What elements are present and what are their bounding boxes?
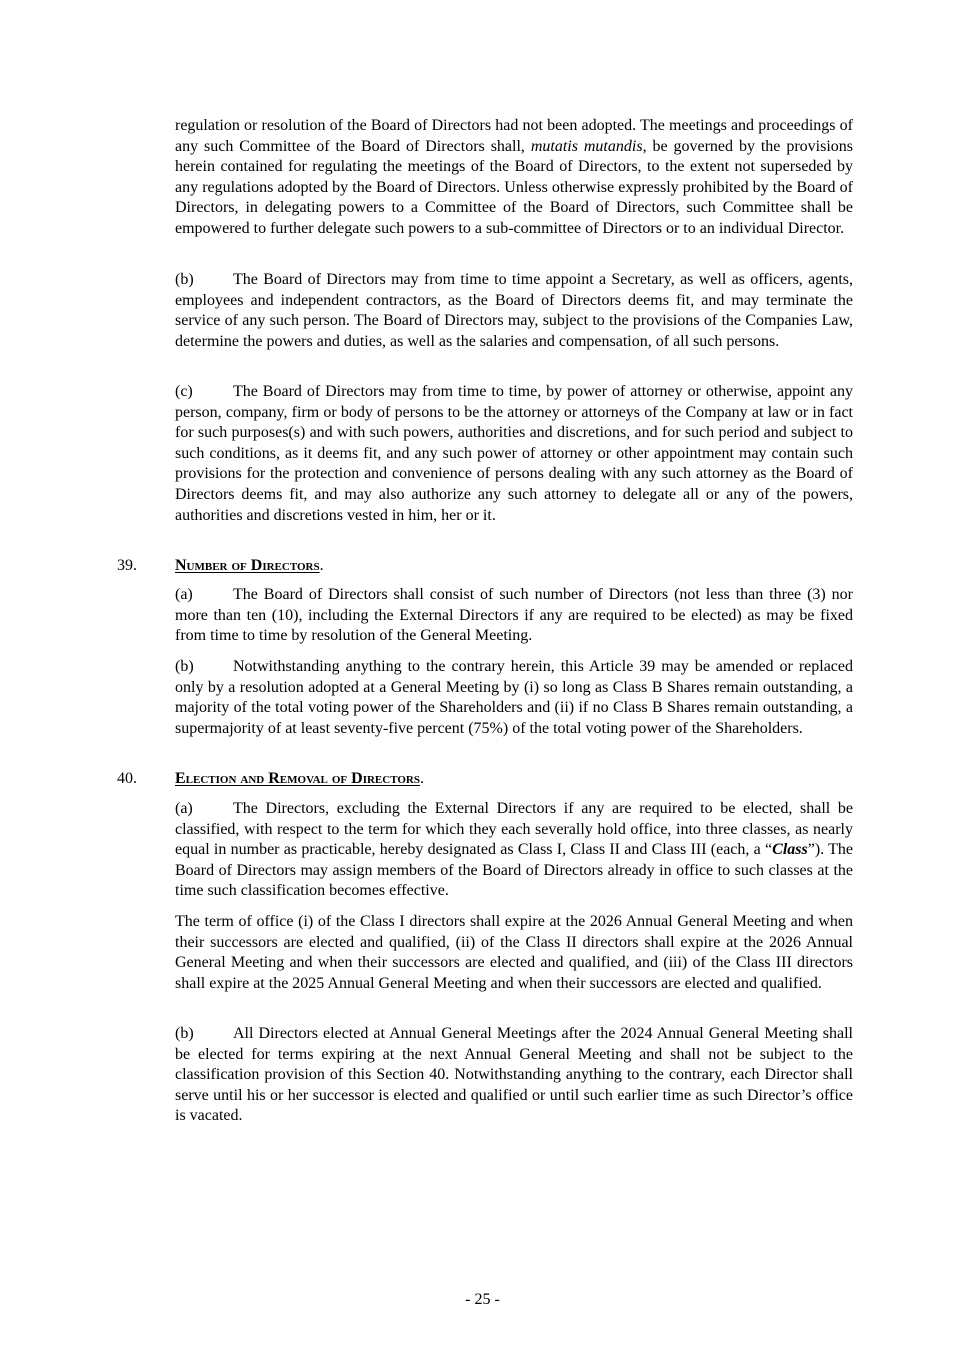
- paragraph-label: (a): [175, 800, 193, 817]
- paragraph-text: The Board of Directors may from time to time appoint a Secretary, as well as officers, agents, employees and independent contractors, as the Board of Directors deems fit, and may terminate the service of any such person. The Board of Directors may, subject to the provisions of the Companies Law, determine the powers and duties, as well as the salaries and compensation, of all such persons.: [175, 271, 853, 350]
- page-number: - 25 -: [465, 1291, 500, 1308]
- continuation-paragraph: [175, 116, 853, 240]
- article-number: 40.: [117, 770, 137, 787]
- paragraph-text: The Board of Directors shall consist of such number of Directors (not less than three (3) nor more than ten (10), including the External Directors if any are required to be elected) as may be fixed from time to time by resolution of the General Meeting.: [175, 586, 853, 645]
- article-40-paragraph-a: (a) The Directors, excluding the External Directors if any are required to be elected, shall be classified, with respect to the term for which they each severally hold office, into three classes, as nearly equal in number as practicable, hereby designated as Class I, Class II and Class III (each, a “Class”). The Board of Directors may assign members of the Board of Directors already in office to such classes at the time such classification becomes effective.: [175, 800, 854, 900]
- article-38-paragraph-c: [175, 382, 853, 526]
- paragraph-label: (b): [175, 1025, 194, 1042]
- defined-term: Class: [772, 841, 808, 859]
- paragraph-text: All Directors elected at Annual General Meetings after the 2024 Annual General Meeting shall be elected for terms expiring at the next Annual General Meeting and shall not be subject to the classification provision of this Section 40. Notwithstanding anything to the contrary, each Director shall serve until his or her successor is elected and qualified or until such earlier time as such Director’s office is vacated.: [175, 1025, 853, 1125]
- document-page: regulation or resolution of the Board of Directors had not been adopted. The meetings and proceedings of any such Committee of the Board of Directors shall, mutatis mutandis, be governed by the provisions herein contained for regulating the meetings of the Board of Directors, to the extent not superseded by any regulations adopted by the Board of Directors. Unless otherwise expressly prohibited by the Board of Directors, in delegating powers to a Committee of the Board of Directors, such Committee shall be empowered to further delegate such powers to a sub-committee of Directors or to an individual Director. (b) The Board of Directors may from time to time appoint a Secretary, as well as officers, agents, employees and independent contractors, as the Board of Directors deems fit, and may terminate the service of any such person. The Board of Directors may, subject to the provisions of the Companies Law, determine the powers and duties, as well as the salaries and compensation, of all such persons. (c) The Board of Directors may from time to time, by power of attorney or otherwise, appoint any person, company, firm or body of persons to be the attorney or attorneys of the Company at law or in fact for such purposes(s) and with such powers, authorities and discretions, and for such period and subject to such conditions, as it deems fit, and any such power of attorney or other appointment may contain such provisions for the protection and convenience of persons dealing with any such attorney as the Board of Directors deems fit, and may also authorize any such attorney to delegate all or any of the powers, authorities and discretions vested in him, her or it. 39. Number of Directors. (a) The Board of Directors shall consist of such number of Directors (not less than three (3) nor more than ten (10), including the External Directors if any are required to be elected) as may be fixed from time to time by resolution of the General Meeting. (b) Notwithstanding anything to the contrary herein, this Article 39 may be amended or replaced only by a resolution adopted at a General Meeting by (i) so long as Class B Shares remain outstanding, a majority of the total voting power of the Shareholders and (ii) if no Class B Shares remain outstanding, a supermajority of at least seventy-five percent (75%) of the total voting power of the Shareholders. 40. Election and Removal of Directors. (a) The Directors, excluding the External Directors if any are required to be elected, shall be classified, with respect to the term for which they each severally hold office, into three classes, as nearly equal in number as practicable, hereby designated as Class I, Class II and Class III (each, a “Class”). The Board of Directors may assign members of the Board of Directors already in office to such classes at the time such classification becomes effective. The term of office (i) of the Class I directors shall expire at the 2026 Annual General Meeting and when their successors are elected and qualified, (ii) of the Class II directors shall expire at the 2026 Annual General Meeting and when their successors are elected and qualified, and (iii) of the Class III directors shall expire at the 2025 Annual General Meeting and when their successors are elected and qualified. (b) All Directors elected at Annual General Meetings after the 2024 Annual General Meeting shall be elected for terms expiring at the next Annual General Meeting and shall not be subject to the classification provision of this Section 40. Notwithstanding anything to the contrary, each Director shall serve until his or her successor is elected and qualified or until such earlier time as such Director’s office is vacated. - 25 -: [0, 0, 965, 1365]
- paragraph-text: The Board of Directors may from time to time, by power of attorney or otherwise, appoint any person, company, firm or body of persons to be the attorney or attorneys of the Company at law or in fact for such purposes(s) and with such powers, authorities and discretions, and for such period and subject to such conditions, as it deems fit, and any such power of attorney or other appointment may contain such provisions for the protection and convenience of persons dealing with any such attorney as the Board of Directors deems fit, and may also authorize any such attorney to delegate all or any of the powers, authorities and discretions vested in him, her or it.: [175, 383, 853, 524]
- article-40-paragraph-b: [175, 1024, 853, 1127]
- article-title: Number of Directors: [175, 557, 320, 574]
- article-title: Election and Removal of Directors: [175, 770, 420, 787]
- paragraph-label: (b): [175, 271, 194, 288]
- paragraph-label: (a): [175, 586, 193, 603]
- paragraph-text: Notwithstanding anything to the contrary herein, this Article 39 may be amended or replaced only by a resolution adopted at a General Meeting by (i) so long as Class B Shares remain outstanding, a majority of the total voting power of the Shareholders and (ii) if no Class B Shares remain outstanding, a supermajority of at least seventy-five percent (75%) of the total voting power of the Shareholders.: [175, 658, 853, 737]
- article-40-term-paragraph: [175, 912, 853, 994]
- latin-phrase: mutatis mutandis: [530, 137, 643, 155]
- article-38-paragraph-b: [175, 270, 853, 352]
- paragraph-label: (c): [175, 383, 193, 400]
- paragraph-text: The term of office (i) of the Class I directors shall expire at the 2026 Annual General Meeting and when their successors are elected and qualified, (ii) of the Class II directors shall expire at the 2026 Annual General Meeting and when their successors are elected and qualified, and (iii) of the Class III directors shall expire at the 2025 Annual General Meeting and when their successors are elected and qualified.: [175, 913, 853, 992]
- paragraph-text: regulation or resolution of the Board of Directors had not been adopted. The meetings and proceedings of any such Committee of the Board of Directors shall, mutatis mutandis, be governed by the provisions herein contained for regulating the meetings of the Board of Directors, to the extent not superseded by any regulations adopted by the Board of Directors. Unless otherwise expressly prohibited by the Board of Directors, in delegating powers to a Committee of the Board of Directors, such Committee shall be empowered to further delegate such powers to a sub-committee of Directors or to an individual Director.: [175, 117, 853, 237]
- paragraph-label: (b): [175, 658, 194, 675]
- article-39-paragraph-a: [175, 585, 853, 647]
- article-39-paragraph-b: [175, 657, 853, 739]
- article-number: 39.: [117, 557, 137, 574]
